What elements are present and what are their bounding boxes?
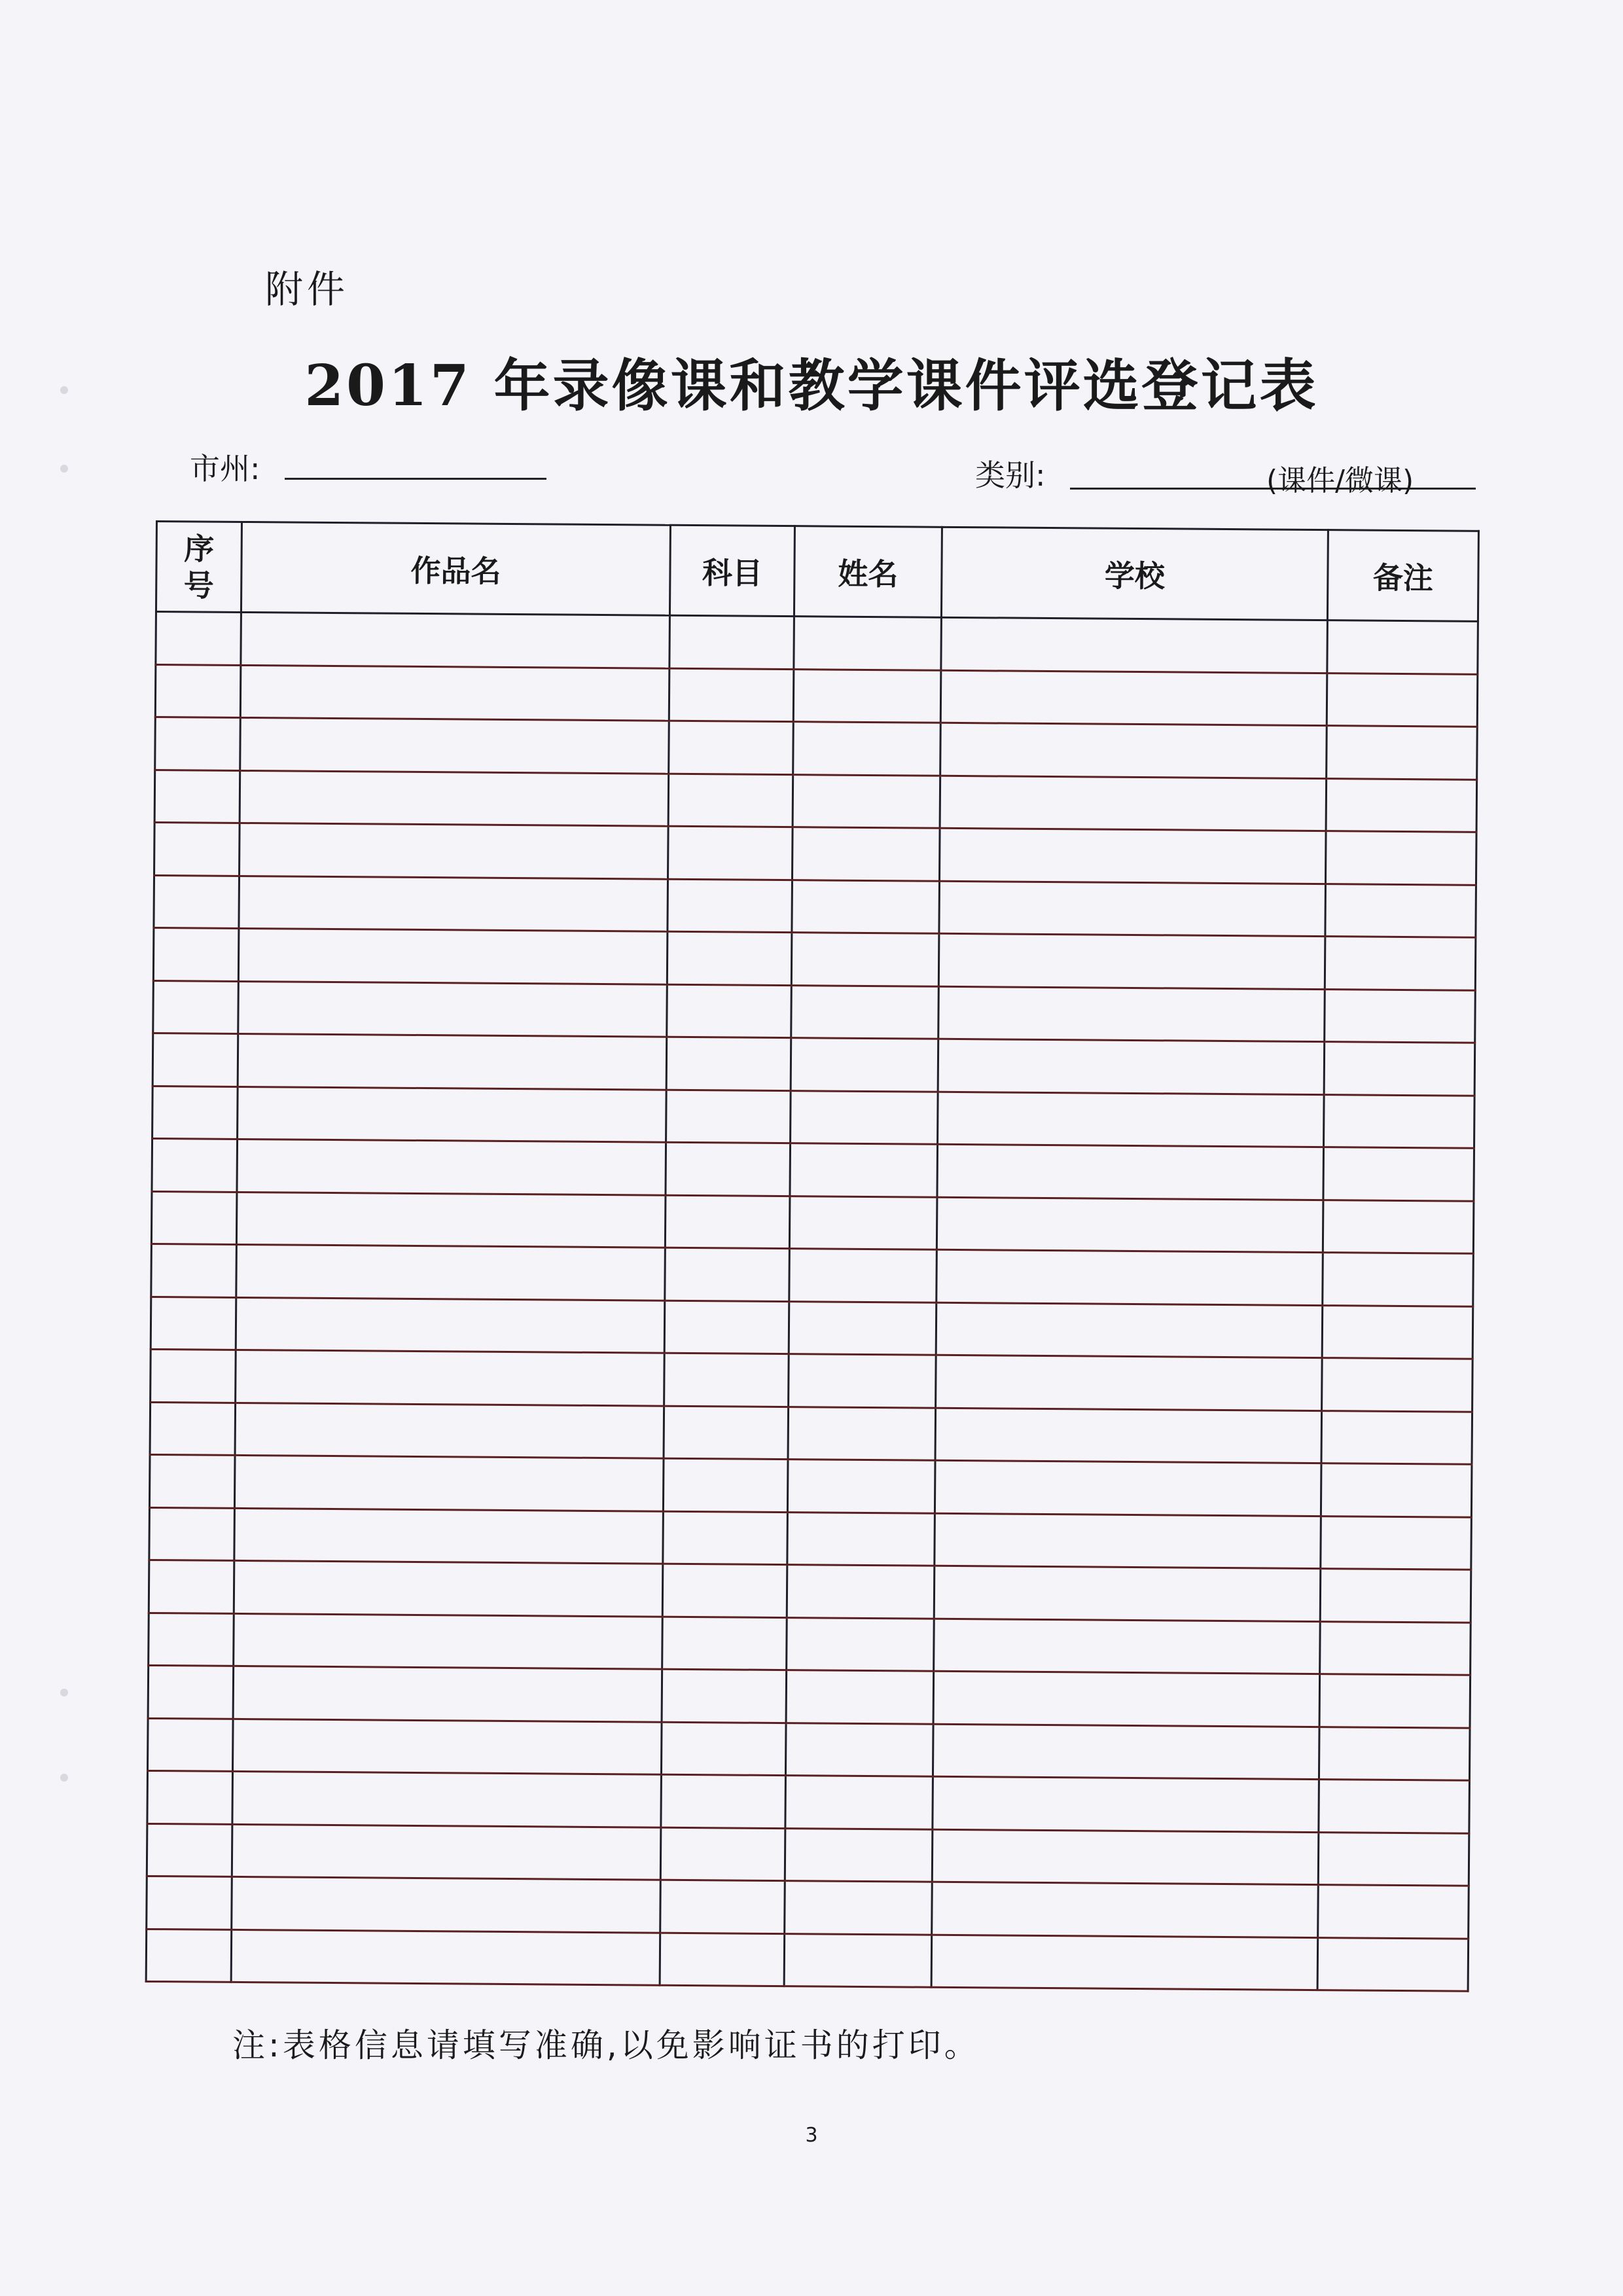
cell-name[interactable] [789, 1196, 937, 1249]
cell-school[interactable] [932, 1829, 1319, 1885]
cell-work-name[interactable] [236, 1192, 666, 1247]
header-name: 姓名 [794, 526, 942, 618]
cell-school[interactable] [938, 1039, 1325, 1094]
cell-name[interactable] [787, 1512, 935, 1566]
cell-seq[interactable] [149, 1454, 235, 1507]
category-hint: (课件/微课) [1266, 464, 1414, 497]
cell-work-name[interactable] [235, 1403, 664, 1458]
cell-seq[interactable] [154, 875, 240, 928]
footnote: 注:表格信息请填写准确,以免影响证书的打印。 [232, 2026, 980, 2064]
table-row [153, 980, 1476, 1043]
cell-name[interactable] [788, 1407, 936, 1460]
cell-work-name[interactable] [234, 1508, 664, 1564]
punch-hole-mark [60, 465, 68, 473]
cell-name[interactable] [784, 1933, 932, 1987]
cell-seq[interactable] [149, 1613, 234, 1666]
document-title: 2017 年录像课和教学课件评选登记表 [304, 353, 1319, 419]
cell-school[interactable] [941, 617, 1328, 673]
cell-remarks[interactable] [1320, 1569, 1471, 1623]
cell-name[interactable] [789, 1301, 936, 1355]
cell-school[interactable] [940, 723, 1327, 778]
cell-school[interactable] [939, 881, 1326, 937]
header-remarks: 备注 [1327, 530, 1478, 622]
cell-work-name[interactable] [239, 876, 668, 931]
table-row [147, 1876, 1469, 1938]
cell-subject[interactable] [668, 826, 793, 880]
cell-seq[interactable] [150, 1402, 236, 1455]
cell-name[interactable] [791, 1090, 938, 1144]
cell-seq[interactable] [153, 980, 239, 1033]
cell-remarks[interactable] [1324, 1094, 1475, 1148]
cell-seq[interactable] [149, 1560, 234, 1613]
category-field [975, 452, 1046, 495]
cell-name[interactable] [793, 774, 940, 828]
cell-work-name[interactable] [234, 1560, 663, 1616]
cell-name[interactable] [791, 1038, 938, 1092]
table-row [146, 1929, 1469, 1991]
cell-remarks[interactable] [1321, 1516, 1472, 1570]
attachment-label: 附件 [265, 267, 349, 312]
cell-remarks[interactable] [1323, 1253, 1474, 1306]
city-input-line[interactable] [285, 478, 546, 480]
cell-school[interactable] [933, 1671, 1320, 1727]
cell-work-name[interactable] [241, 612, 670, 668]
cell-school[interactable] [939, 828, 1326, 884]
cell-seq[interactable] [147, 1876, 232, 1929]
cell-subject[interactable] [665, 1195, 790, 1249]
cell-seq[interactable] [151, 1297, 236, 1350]
cell-name[interactable] [789, 1354, 936, 1408]
table-row [156, 612, 1478, 674]
cell-school[interactable] [935, 1408, 1322, 1463]
cell-subject[interactable] [664, 1406, 789, 1460]
cell-work-name[interactable] [240, 717, 669, 773]
cell-seq[interactable] [148, 1665, 234, 1718]
cell-remarks[interactable] [1321, 1463, 1472, 1517]
table-row [151, 1191, 1474, 1253]
cell-seq[interactable] [155, 717, 241, 770]
table-row [148, 1665, 1471, 1727]
cell-name[interactable] [793, 722, 941, 776]
cell-work-name[interactable] [240, 823, 669, 878]
table-row [152, 1138, 1474, 1200]
cell-subject[interactable] [664, 1353, 789, 1407]
cell-name[interactable] [793, 827, 940, 881]
cell-subject[interactable] [666, 1142, 791, 1196]
registration-table [145, 520, 1480, 1992]
cell-subject[interactable] [663, 1511, 788, 1565]
cell-seq[interactable] [147, 1718, 233, 1771]
page-number: 3 [805, 2124, 818, 2147]
cell-subject[interactable] [668, 879, 793, 933]
cell-subject[interactable] [666, 1090, 791, 1143]
cell-name[interactable] [787, 1617, 935, 1671]
table-row [149, 1560, 1471, 1622]
cell-school[interactable] [936, 1197, 1323, 1253]
cell-remarks[interactable] [1325, 937, 1476, 990]
cell-seq[interactable] [155, 664, 241, 717]
cell-remarks[interactable] [1317, 1937, 1469, 1991]
cell-work-name[interactable] [232, 1719, 662, 1774]
cell-seq[interactable] [153, 927, 239, 980]
table-row [147, 1770, 1470, 1833]
header-work-name: 作品名 [241, 522, 670, 615]
cell-seq[interactable] [146, 1929, 232, 1982]
table-row [155, 717, 1478, 780]
cell-work-name[interactable] [240, 665, 669, 721]
cell-name[interactable] [794, 617, 942, 670]
cell-name[interactable] [789, 1249, 937, 1302]
cell-remarks[interactable] [1319, 1780, 1470, 1833]
table-row [152, 1086, 1475, 1148]
punch-hole-mark [60, 1689, 68, 1696]
cell-seq[interactable] [149, 1507, 235, 1560]
cell-work-name[interactable] [238, 928, 668, 984]
cell-name[interactable] [787, 1460, 935, 1513]
cell-seq[interactable] [154, 822, 240, 875]
cell-subject[interactable] [662, 1617, 787, 1670]
cell-name[interactable] [791, 985, 939, 1039]
cell-seq[interactable] [147, 1823, 232, 1876]
cell-work-name[interactable] [234, 1613, 663, 1669]
cell-remarks[interactable] [1318, 1885, 1469, 1939]
table-row [149, 1507, 1472, 1570]
cell-remarks[interactable] [1322, 1358, 1473, 1412]
cell-seq[interactable] [156, 612, 241, 665]
cell-subject[interactable] [662, 1564, 787, 1617]
table-row [147, 1718, 1470, 1780]
cell-remarks[interactable] [1325, 831, 1476, 885]
cell-remarks[interactable] [1323, 1200, 1474, 1253]
cell-remarks[interactable] [1325, 989, 1476, 1043]
cell-remarks[interactable] [1327, 673, 1478, 726]
cell-seq[interactable] [154, 770, 240, 823]
cell-remarks[interactable] [1325, 884, 1476, 937]
cell-work-name[interactable] [238, 1033, 667, 1089]
cell-name[interactable] [785, 1828, 933, 1882]
cell-work-name[interactable] [236, 1350, 665, 1405]
cell-subject[interactable] [663, 1458, 788, 1512]
cell-school[interactable] [935, 1460, 1321, 1516]
punch-hole-mark [60, 1774, 68, 1782]
cell-subject[interactable] [660, 1827, 785, 1881]
cell-subject[interactable] [669, 721, 794, 774]
table-body [146, 612, 1478, 1992]
cell-work-name[interactable] [238, 1086, 667, 1142]
cell-remarks[interactable] [1321, 1410, 1472, 1464]
cell-subject[interactable] [666, 1037, 791, 1090]
cell-remarks[interactable] [1327, 620, 1478, 674]
cell-remarks[interactable] [1322, 1305, 1473, 1359]
cell-name[interactable] [792, 880, 940, 933]
cell-subject[interactable] [665, 1247, 790, 1301]
city-field [190, 445, 260, 488]
cell-school[interactable] [936, 1355, 1323, 1410]
header-subject: 科目 [669, 525, 794, 616]
cell-name[interactable] [791, 933, 939, 986]
cell-school[interactable] [940, 670, 1327, 726]
cell-subject[interactable] [667, 984, 792, 1038]
cell-seq[interactable] [147, 1770, 233, 1823]
cell-school[interactable] [933, 1776, 1319, 1832]
cell-remarks[interactable] [1324, 1042, 1475, 1096]
cell-work-name[interactable] [240, 770, 669, 826]
cell-subject[interactable] [668, 774, 793, 827]
cell-work-name[interactable] [232, 1771, 662, 1827]
cell-subject[interactable] [660, 1933, 785, 1986]
cell-remarks[interactable] [1326, 778, 1477, 832]
cell-school[interactable] [933, 1724, 1319, 1780]
cell-subject[interactable] [660, 1880, 785, 1933]
cell-seq[interactable] [152, 1033, 238, 1086]
cell-seq[interactable] [151, 1191, 237, 1244]
table-row [151, 1297, 1473, 1359]
cell-school[interactable] [940, 776, 1327, 831]
cell-work-name[interactable] [232, 1876, 661, 1932]
cell-school[interactable] [936, 1249, 1323, 1305]
cell-subject[interactable] [661, 1774, 786, 1828]
cell-work-name[interactable] [237, 1139, 666, 1194]
header-seq: 序 号 [156, 522, 241, 613]
cell-name[interactable] [785, 1723, 933, 1776]
cell-school[interactable] [938, 986, 1325, 1042]
cell-work-name[interactable] [236, 1297, 665, 1353]
table-row [149, 1454, 1472, 1516]
cell-school[interactable] [937, 1144, 1324, 1200]
category-label: 类别: [975, 457, 1046, 493]
cell-remarks[interactable] [1318, 1832, 1469, 1886]
table-row [153, 927, 1476, 990]
table-row [154, 875, 1476, 937]
cell-school[interactable] [936, 1302, 1323, 1358]
table-row [149, 1613, 1471, 1675]
cell-seq[interactable] [151, 1349, 236, 1402]
table-row [151, 1244, 1474, 1306]
table-row [155, 664, 1478, 726]
header-school: 学校 [941, 527, 1328, 620]
cell-name[interactable] [793, 669, 941, 723]
cell-name[interactable] [786, 1670, 934, 1724]
cell-work-name[interactable] [232, 1824, 661, 1880]
cell-subject[interactable] [664, 1300, 789, 1354]
cell-remarks[interactable] [1327, 726, 1478, 780]
cell-subject[interactable] [669, 615, 794, 669]
cell-school[interactable] [931, 1935, 1318, 1990]
cell-work-name[interactable] [231, 1929, 660, 1985]
cell-work-name[interactable] [233, 1666, 662, 1721]
city-label: 市州: [190, 451, 260, 486]
table-row [151, 1349, 1473, 1411]
cell-subject[interactable] [667, 931, 792, 985]
cell-subject[interactable] [661, 1722, 786, 1776]
cell-remarks[interactable] [1323, 1147, 1474, 1201]
cell-seq[interactable] [152, 1138, 238, 1191]
cell-school[interactable] [932, 1882, 1319, 1937]
cell-work-name[interactable] [238, 981, 668, 1037]
table-row [154, 770, 1477, 832]
cell-remarks[interactable] [1319, 1727, 1470, 1780]
cell-school[interactable] [938, 1092, 1325, 1147]
cell-remarks[interactable] [1320, 1621, 1471, 1675]
cell-name[interactable] [785, 1776, 933, 1829]
cell-school[interactable] [934, 1619, 1321, 1674]
table-row [147, 1823, 1469, 1886]
cell-seq[interactable] [151, 1244, 237, 1297]
cell-name[interactable] [785, 1881, 933, 1935]
cell-school[interactable] [935, 1513, 1321, 1569]
cell-subject[interactable] [669, 668, 794, 722]
cell-name[interactable] [787, 1565, 935, 1619]
table-row [152, 1033, 1475, 1095]
cell-remarks[interactable] [1319, 1674, 1471, 1728]
cell-school[interactable] [938, 933, 1325, 989]
table-row [150, 1402, 1472, 1464]
cell-work-name[interactable] [234, 1455, 664, 1511]
table-header-row [156, 522, 1478, 622]
cell-seq[interactable] [152, 1086, 238, 1139]
cell-subject[interactable] [662, 1669, 787, 1723]
cell-work-name[interactable] [236, 1244, 666, 1300]
cell-school[interactable] [934, 1566, 1321, 1621]
table-row [154, 822, 1477, 884]
cell-name[interactable] [790, 1143, 938, 1197]
